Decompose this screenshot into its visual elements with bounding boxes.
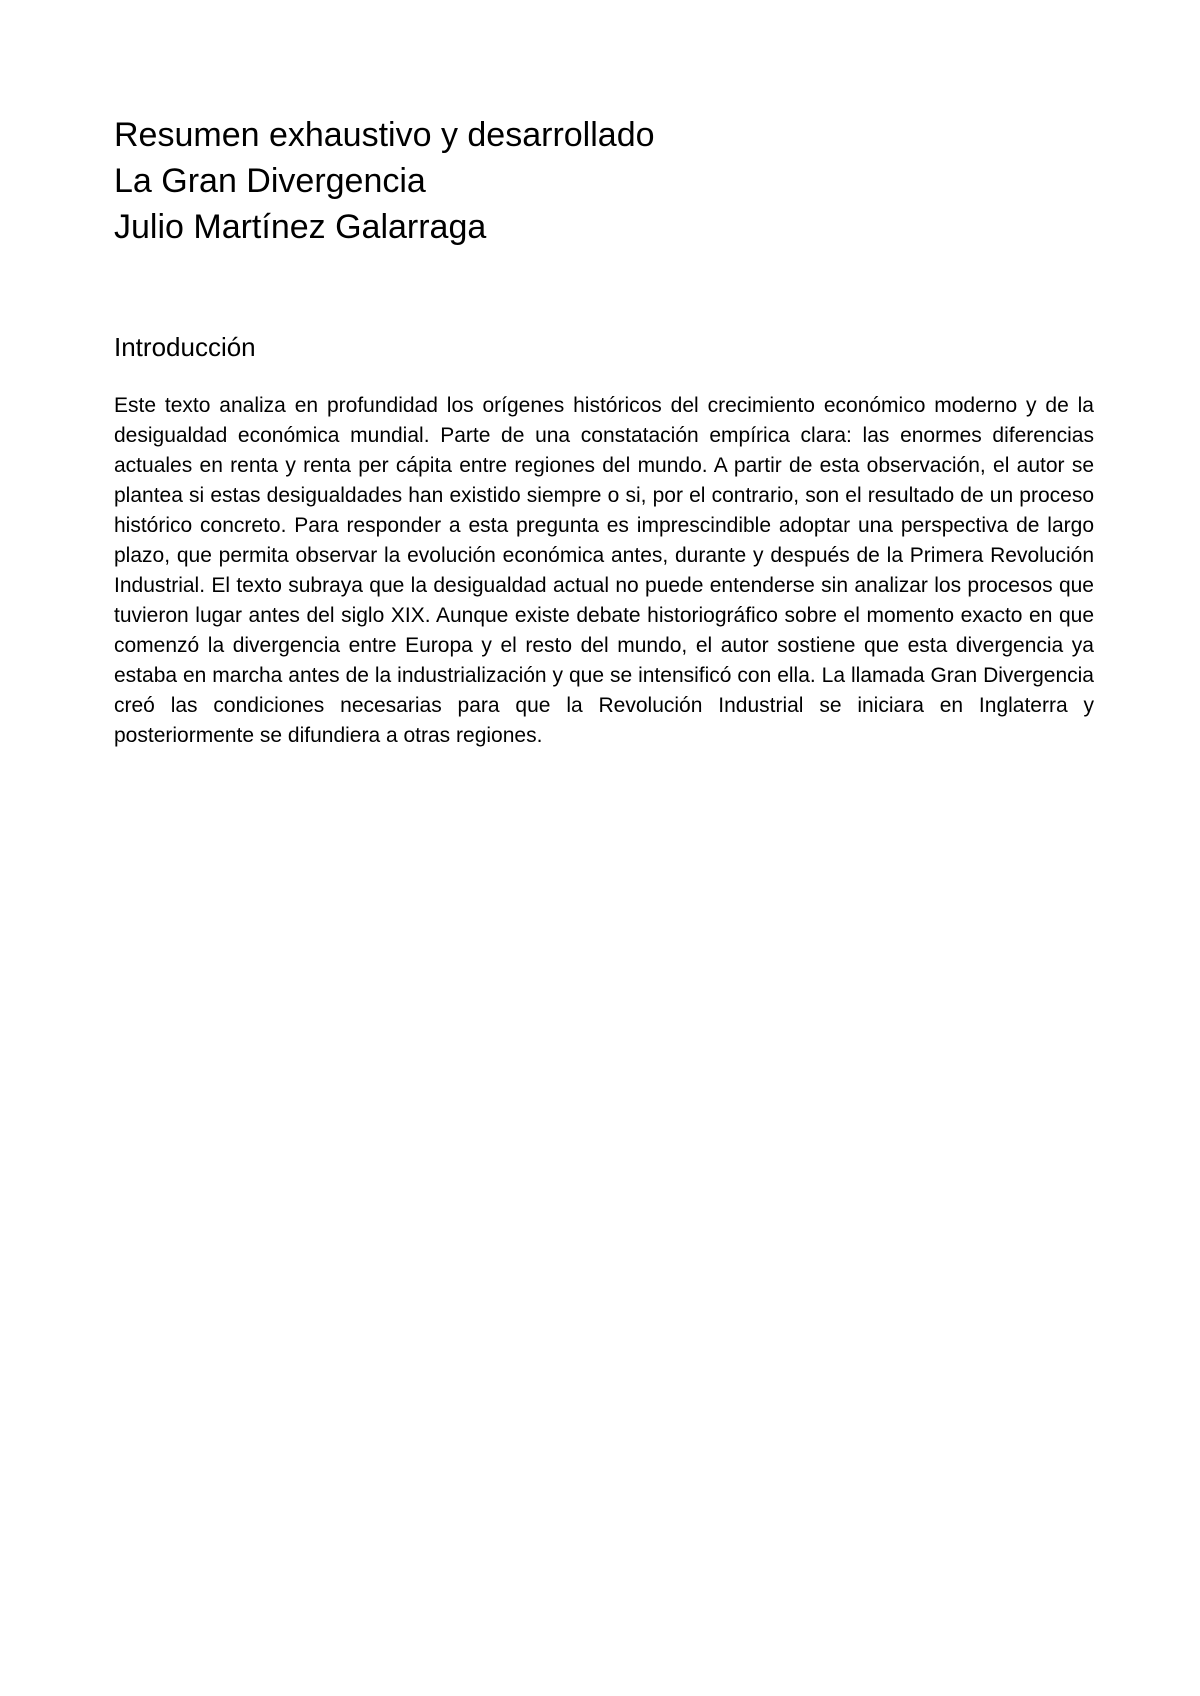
title-line-book: La Gran Divergencia (114, 162, 426, 200)
title-line-author: Julio Martínez Galarraga (114, 208, 487, 246)
document-title (114, 112, 1094, 250)
section-heading-introduction: Introducción (114, 332, 256, 362)
introduction-paragraph: Este texto analiza en profundidad los orígenes históricos del crecimiento económico moderno y de la desigualdad económica mundial. Parte de una constatación empírica clara: las enormes diferencias actuales en renta y renta per cápita entre regiones del mundo. A partir de esta observación, el autor se plantea si estas desigualdades han existido siempre o si, por el contrario, son el resultado de un proceso histórico concreto. Para responder a esta pregunta es imprescindible adoptar una perspectiva de largo plazo, que permita observar la evolución económica antes, durante y después de la Primera Revolución Industrial. El texto subraya que la desigualdad actual no puede entenderse sin analizar los procesos que tuvieron lugar antes del siglo XIX. Aunque existe debate historiográfico sobre el momento exacto en que comenzó la divergencia entre Europa y el resto del mundo, el autor sostiene que esta divergencia ya estaba en marcha antes de la industrialización y que se intensificó con ella. La llamada Gran Divergencia creó las condiciones necesarias para que la Revolución Industrial se iniciara en Inglaterra y posteriormente se difundiera a otras regiones. (114, 394, 1094, 747)
title-line-summary: Resumen exhaustivo y desarrollado (114, 116, 655, 154)
